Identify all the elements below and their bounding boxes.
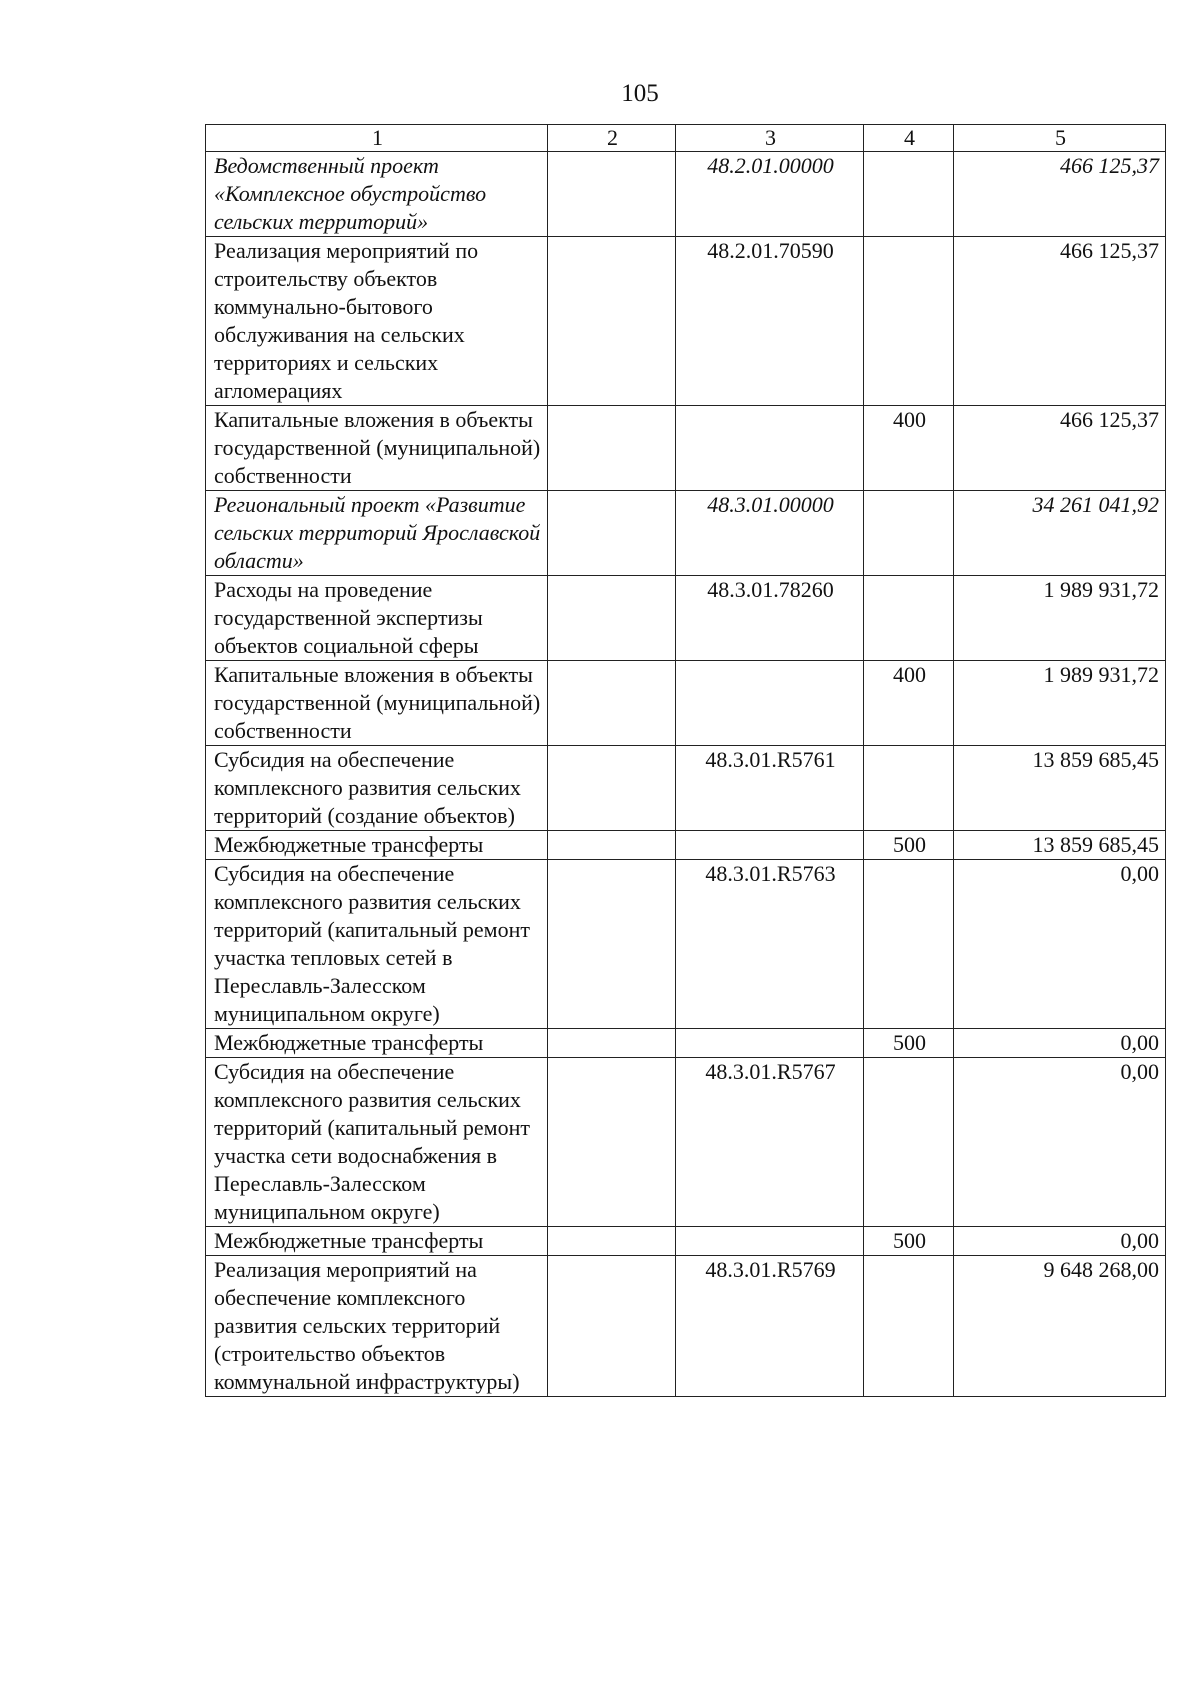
row-code-cell: 48.2.01.70590	[676, 237, 864, 406]
header-col-3: 3	[676, 125, 864, 152]
row-code-cell: 48.3.01.R5769	[676, 1256, 864, 1397]
row-col2-cell	[548, 576, 676, 661]
row-col2-cell	[548, 746, 676, 831]
table-row	[206, 237, 1166, 406]
row-type-cell	[864, 152, 954, 237]
table-row	[206, 1029, 1166, 1058]
budget-table	[205, 124, 1166, 1397]
table-row	[206, 831, 1166, 860]
header-col-4: 4	[864, 125, 954, 152]
row-col2-cell	[548, 237, 676, 406]
row-col2-cell	[548, 1058, 676, 1227]
table-row	[206, 661, 1166, 746]
row-type-cell: 500	[864, 831, 954, 860]
row-name-cell: Реализация мероприятий по строительству объектов коммунально-бытового обслуживания на сельских территориях и сельских агломерациях	[206, 237, 548, 406]
row-name-cell: Расходы на проведение государственной экспертизы объектов социальной сферы	[206, 576, 548, 661]
row-type-cell	[864, 860, 954, 1029]
row-name-cell: Субсидия на обеспечение комплексного развития сельских территорий (капитальный ремонт участка сети водоснабжения в Переславль-Залесском муниципальном округе)	[206, 1058, 548, 1227]
row-sum-cell: 0,00	[954, 860, 1166, 1029]
row-name-cell: Межбюджетные трансферты	[206, 1227, 548, 1256]
table-row	[206, 746, 1166, 831]
row-type-cell	[864, 576, 954, 661]
row-code-cell: 48.3.01.00000	[676, 491, 864, 576]
row-sum-cell: 13 859 685,45	[954, 746, 1166, 831]
row-type-cell: 400	[864, 661, 954, 746]
row-col2-cell	[548, 1256, 676, 1397]
row-code-cell	[676, 406, 864, 491]
table-header-row	[206, 125, 1166, 152]
header-col-1: 1	[206, 125, 548, 152]
row-type-cell	[864, 237, 954, 406]
row-sum-cell: 0,00	[954, 1058, 1166, 1227]
row-type-cell: 400	[864, 406, 954, 491]
table-row	[206, 406, 1166, 491]
row-col2-cell	[548, 661, 676, 746]
row-type-cell	[864, 1058, 954, 1227]
row-name-cell: Субсидия на обеспечение комплексного развития сельских территорий (создание объектов)	[206, 746, 548, 831]
row-code-cell: 48.2.01.00000	[676, 152, 864, 237]
row-code-cell: 48.3.01.78260	[676, 576, 864, 661]
table-row	[206, 1256, 1166, 1397]
row-sum-cell: 466 125,37	[954, 406, 1166, 491]
row-name-cell: Межбюджетные трансферты	[206, 831, 548, 860]
row-col2-cell	[548, 152, 676, 237]
row-sum-cell: 9 648 268,00	[954, 1256, 1166, 1397]
row-type-cell	[864, 746, 954, 831]
row-sum-cell: 0,00	[954, 1029, 1166, 1058]
table-row	[206, 576, 1166, 661]
row-type-cell: 500	[864, 1029, 954, 1058]
row-code-cell	[676, 1029, 864, 1058]
row-sum-cell: 0,00	[954, 1227, 1166, 1256]
row-name-cell: Межбюджетные трансферты	[206, 1029, 548, 1058]
row-col2-cell	[548, 406, 676, 491]
row-code-cell: 48.3.01.R5763	[676, 860, 864, 1029]
table-row	[206, 860, 1166, 1029]
table-row	[206, 1227, 1166, 1256]
row-sum-cell: 13 859 685,45	[954, 831, 1166, 860]
row-code-cell: 48.3.01.R5761	[676, 746, 864, 831]
page-number: 105	[621, 80, 659, 107]
row-name-cell: Ведомственный проект «Комплексное обустройство сельских территорий»	[206, 152, 548, 237]
row-col2-cell	[548, 1029, 676, 1058]
table-row	[206, 1058, 1166, 1227]
row-code-cell	[676, 661, 864, 746]
row-code-cell	[676, 1227, 864, 1256]
row-type-cell: 500	[864, 1227, 954, 1256]
row-type-cell	[864, 491, 954, 576]
row-name-cell: Региональный проект «Развитие сельских территорий Ярославской области»	[206, 491, 548, 576]
row-name-cell: Капитальные вложения в объекты государственной (муниципальной) собственности	[206, 661, 548, 746]
table-body	[206, 152, 1166, 1397]
row-col2-cell	[548, 860, 676, 1029]
row-sum-cell: 466 125,37	[954, 152, 1166, 237]
table-row	[206, 152, 1166, 237]
row-col2-cell	[548, 831, 676, 860]
row-sum-cell: 466 125,37	[954, 237, 1166, 406]
row-name-cell: Реализация мероприятий на обеспечение комплексного развития сельских территорий (строительство объектов коммунальной инфраструктуры)	[206, 1256, 548, 1397]
row-name-cell: Капитальные вложения в объекты государственной (муниципальной) собственности	[206, 406, 548, 491]
row-code-cell: 48.3.01.R5767	[676, 1058, 864, 1227]
table-row	[206, 491, 1166, 576]
row-sum-cell: 1 989 931,72	[954, 661, 1166, 746]
row-code-cell	[676, 831, 864, 860]
header-col-5: 5	[954, 125, 1166, 152]
row-sum-cell: 1 989 931,72	[954, 576, 1166, 661]
row-sum-cell: 34 261 041,92	[954, 491, 1166, 576]
header-col-2: 2	[548, 125, 676, 152]
row-col2-cell	[548, 491, 676, 576]
row-name-cell: Субсидия на обеспечение комплексного развития сельских территорий (капитальный ремонт участка тепловых сетей в Переславль-Залесском муниципальном округе)	[206, 860, 548, 1029]
row-type-cell	[864, 1256, 954, 1397]
row-col2-cell	[548, 1227, 676, 1256]
